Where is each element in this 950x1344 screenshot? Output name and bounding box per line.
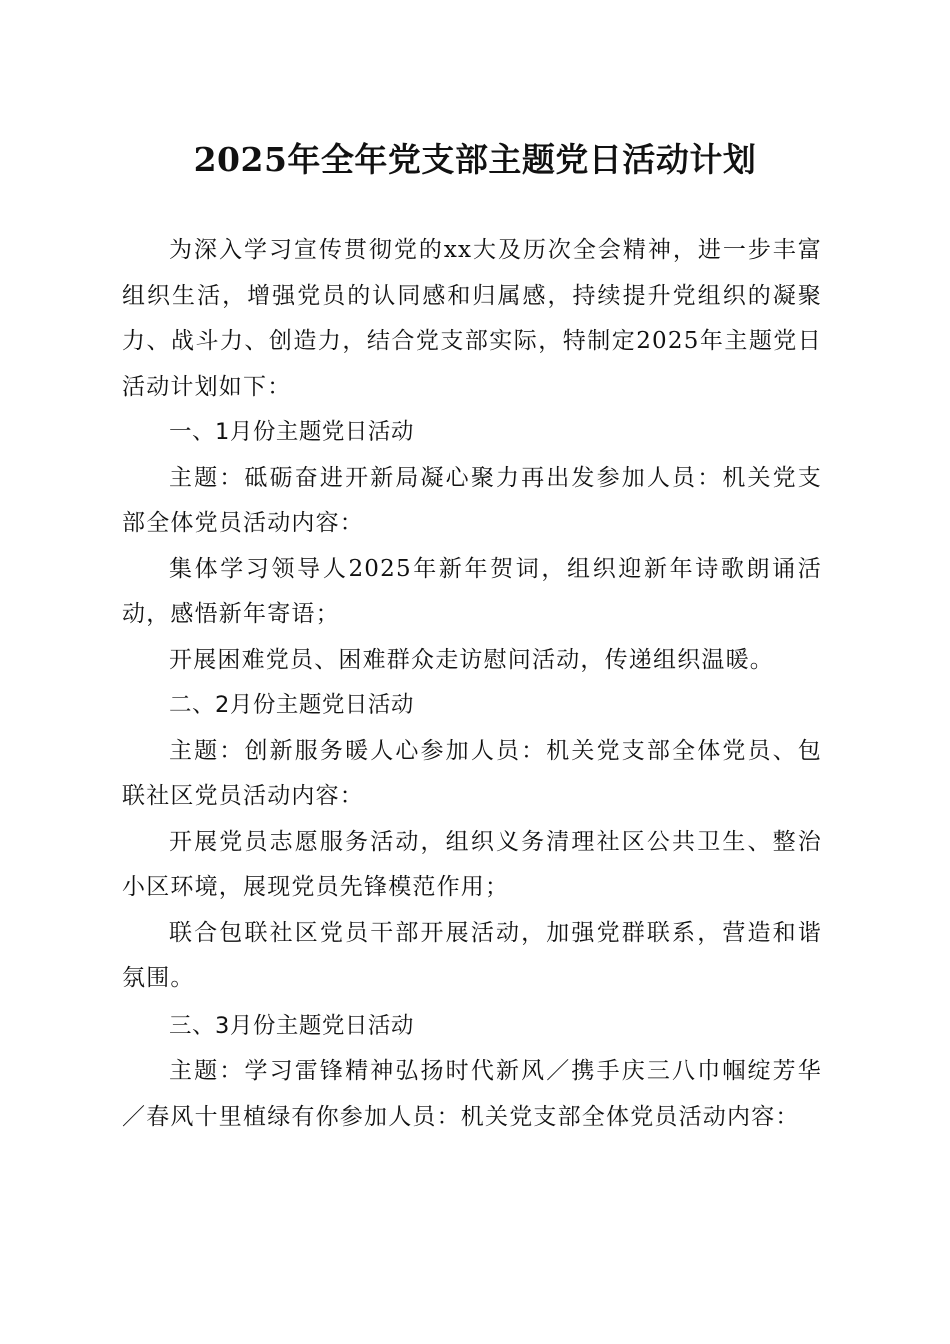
section-item-february-2: 联合包联社区党员干部开展活动，加强党群联系，营造和谐氛围。 [122, 919, 822, 991]
section-theme-march: 主题：学习雷锋精神弘扬时代新风／携手庆三八巾帼绽芳华／春风十里植绿有你参加人员：机关党支部全体党员活动内容： [122, 1058, 822, 1130]
section-item-february-1: 开展党员志愿服务活动，组织义务清理社区公共卫生、整治小区环境，展现党员先锋模范作用； [122, 828, 822, 900]
document-title: 2025年全年党支部主题党日活动计划 [193, 140, 757, 179]
section-theme-february: 主题：创新服务暖人心参加人员：机关党支部全体党员、包联社区党员活动内容： [122, 737, 822, 809]
section-heading-february: 二、2月份主题党日活动 [169, 692, 414, 718]
section-item-january-2: 开展困难党员、困难群众走访慰问活动，传递组织温暖。 [169, 646, 774, 673]
document-body [122, 228, 822, 1140]
section-heading-january: 一、1月份主题党日活动 [169, 419, 414, 445]
section-theme-january: 主题：砥砺奋进开新局凝心聚力再出发参加人员：机关党支部全体党员活动内容： [122, 464, 822, 536]
intro-paragraph: 为深入学习宣传贯彻党的xx大及历次全会精神，进一步丰富组织生活，增强党员的认同感和归属感，持续提升党组织的凝聚力、战斗力、创造力，结合党支部实际，特制定2025年主题党日活动计划如下： [122, 237, 822, 400]
section-heading-march: 三、3月份主题党日活动 [169, 1012, 414, 1039]
section-item-january-1: 集体学习领导人2025年新年贺词，组织迎新年诗歌朗诵活动，感悟新年寄语； [122, 555, 822, 627]
